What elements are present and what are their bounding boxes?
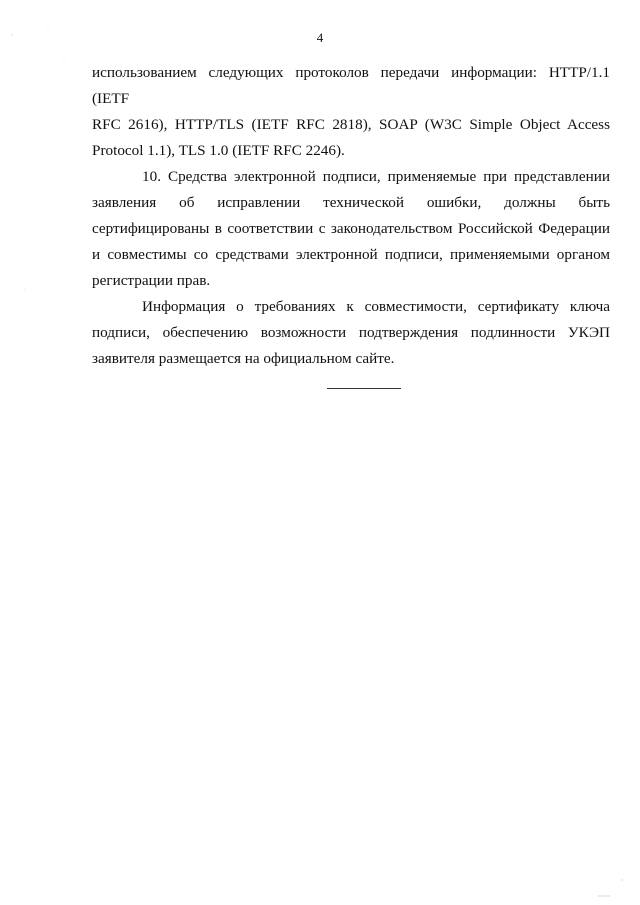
text-line: использованием следующих протоколов передачи информации: HTTP/1.1 (IETF [92,64,610,107]
text-line: Информация о требованиях к совместимости, сертификату ключа [142,298,610,315]
text-line: RFC 2616), HTTP/TLS (IETF RFC 2818), SOAP (W3C Simple Object Access [92,116,610,133]
text-line: и совместимы со средствами электронной подписи, применяемыми органом [92,246,610,263]
document-body [92,60,610,372]
page-number: 4 [316,30,324,45]
text-line: 10. Средства электронной подписи, применяемые при представлении [142,168,610,185]
text-line: регистрации прав. [92,272,211,289]
text-line: заявителя размещается на официальном сайте. [92,350,395,367]
paragraph-signature-means [92,164,610,294]
text-line: Protocol 1.1), TLS 1.0 (IETF RFC 2246). [92,142,345,159]
paragraph-compatibility-info [92,294,610,372]
text-line: подписи, обеспечению возможности подтверждения подлинности УКЭП [92,324,610,341]
paragraph-protocols [92,60,610,164]
end-divider [327,388,401,389]
text-line: заявления об исправлении технической ошибки, должны быть [92,194,610,211]
text-line: сертифицированы в соответствии с законодательством Российской Федерации [92,220,610,237]
